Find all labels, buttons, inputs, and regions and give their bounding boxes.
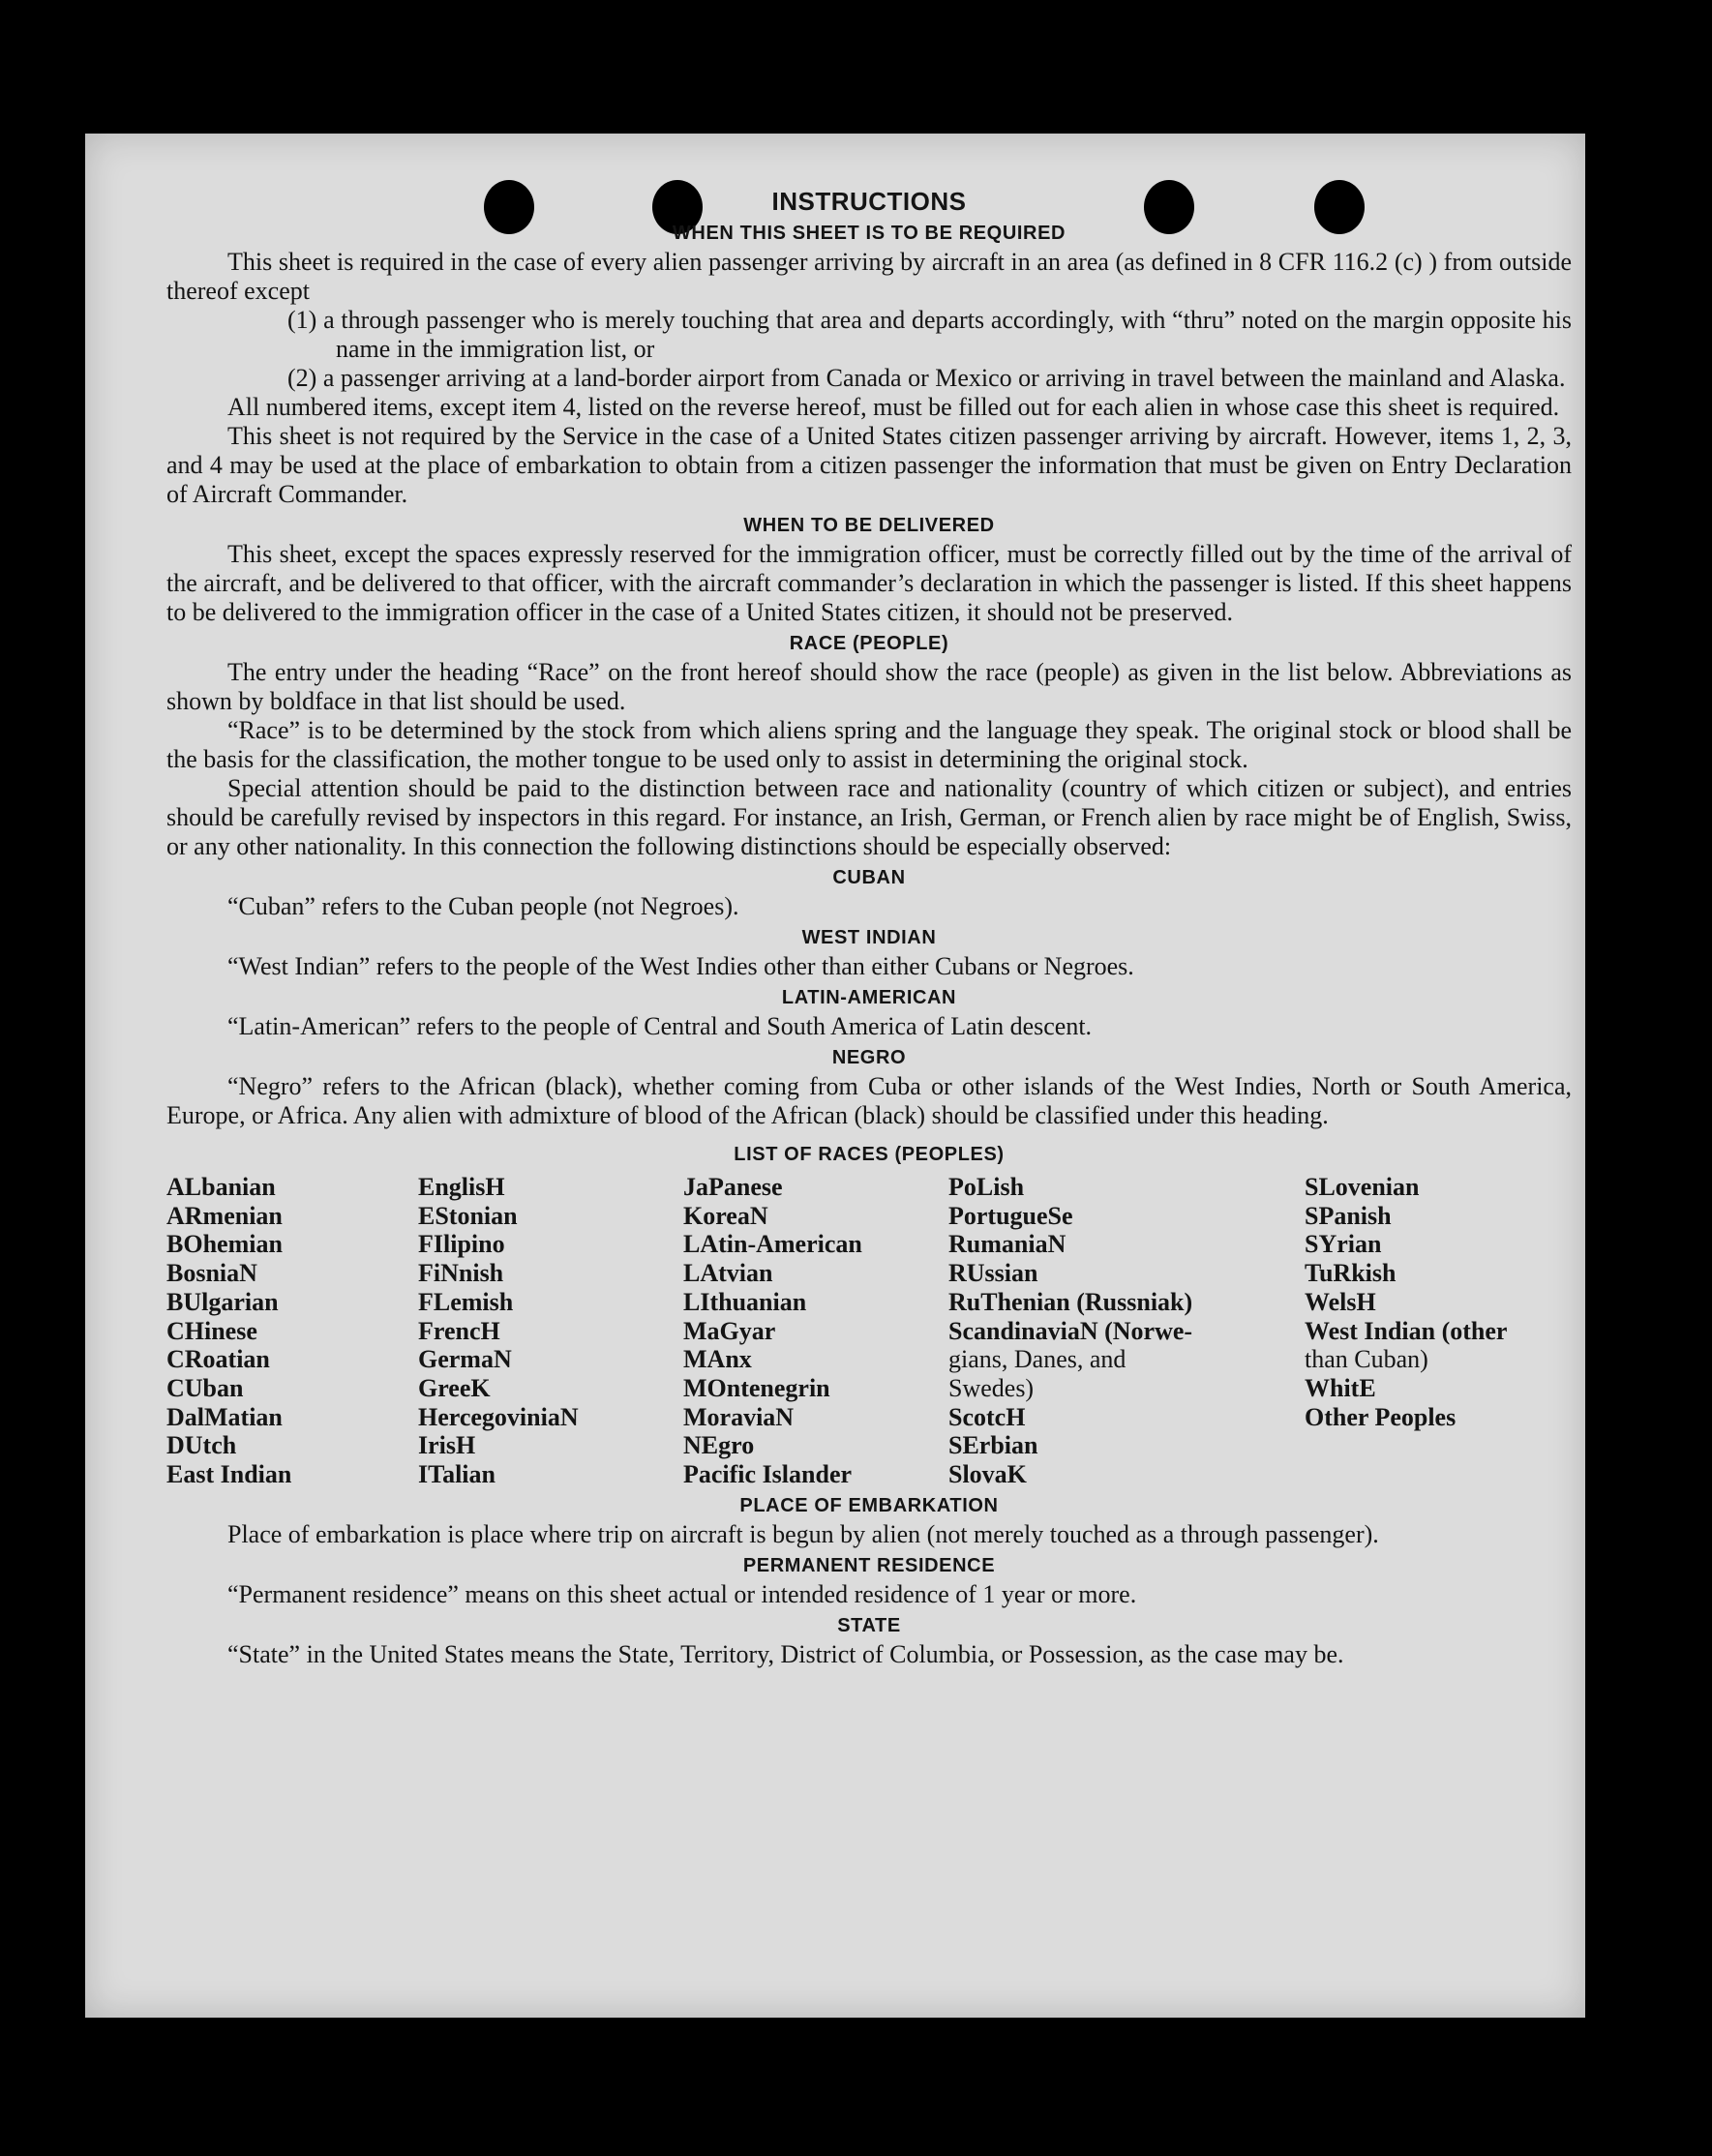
race-entry: East Indian [166, 1460, 292, 1489]
list-item: (2) a passenger arriving at a land-border airport from Canada or Mexico or arriving in travel between the mainland and Alaska. [287, 364, 1566, 392]
race-entry: Other Peoples [1305, 1402, 1457, 1431]
race-entry: MaGyar [683, 1316, 776, 1345]
race-entry: LAtin-American [683, 1230, 862, 1259]
race-entry: WhitE [1305, 1373, 1376, 1402]
race-entry: BOhemian [166, 1230, 283, 1259]
paragraph: “Latin-American” refers to the people of Central and South America of Latin descent. [227, 1012, 1093, 1040]
race-entry: ScandinaviaN (Norwe- [948, 1316, 1193, 1345]
race-entry: MoraviaN [683, 1402, 795, 1431]
section-heading-race: RACE (PEOPLE) [789, 633, 949, 654]
race-entry: CUban [166, 1373, 244, 1402]
race-entry: BosniaN [166, 1259, 257, 1288]
race-entry: than Cuban) [1305, 1345, 1428, 1374]
race-entry: NEgro [683, 1431, 755, 1460]
paragraph: The entry under the heading “Race” on the front hereof should show the race (people) as given in the list below. Abbreviations as shown by boldface in that list should be used. [166, 658, 1572, 715]
race-entry: BUlgarian [166, 1287, 279, 1316]
race-entry: RumaniaN [948, 1230, 1066, 1259]
race-entry: CHinese [166, 1316, 257, 1345]
race-entry: FLemish [418, 1287, 514, 1316]
race-entry: GermaN [418, 1345, 512, 1374]
document-sheet [85, 134, 1585, 2018]
race-entry: DalMatian [166, 1402, 283, 1431]
race-entry: Pacific Islander [683, 1460, 853, 1489]
section-heading-latin-american: LATIN-AMERICAN [781, 987, 957, 1008]
race-entry: WelsH [1305, 1287, 1376, 1316]
paragraph: This sheet is required in the case of every alien passenger arriving by aircraft in an area (as defined in 8 CFR 116.2 (c) ) from outside thereof except [166, 248, 1572, 305]
race-entry: IrisH [418, 1431, 476, 1460]
race-entry: SlovaK [948, 1460, 1027, 1489]
race-entry: Swedes) [948, 1373, 1035, 1402]
section-heading-list-of-races: LIST OF RACES (PEOPLES) [734, 1144, 1005, 1165]
race-column [418, 1173, 683, 1489]
race-entry: FIlipino [418, 1230, 505, 1259]
race-entry: FrencH [418, 1316, 500, 1345]
race-entry: TuRkish [1305, 1259, 1397, 1288]
race-entry: GreeK [418, 1373, 491, 1402]
race-entry: SYrian [1305, 1230, 1382, 1259]
race-entry: SErbian [948, 1431, 1038, 1460]
race-column [166, 1173, 418, 1489]
race-entry: ARmenian [166, 1201, 283, 1230]
paragraph: “Cuban” refers to the Cuban people (not Negroes). [227, 892, 739, 920]
race-entry: SPanish [1305, 1201, 1392, 1230]
race-column [683, 1173, 948, 1489]
page-title: INSTRUCTIONS [771, 187, 967, 216]
race-entry: LIthuanian [683, 1287, 807, 1316]
paragraph: “State” in the United States means the State, Territory, District of Columbia, or Possession, as the case may be. [227, 1639, 1344, 1668]
paragraph: This sheet, except the spaces expressly reserved for the immigration officer, must be correctly filled out by the time of the arrival of the aircraft, and be delivered to that officer, with the aircraft commander’s declaration in which the passenger is listed. If this sheet happens to be delivered to the immigration officer in the case of a United States citizen, it should not be preserved. [166, 540, 1572, 626]
race-entry: RUssian [948, 1259, 1038, 1288]
race-entry: ALbanian [166, 1173, 276, 1201]
section-heading-west-indian: WEST INDIAN [801, 927, 937, 948]
race-column [948, 1173, 1305, 1489]
race-entry: CRoatian [166, 1345, 270, 1374]
paragraph: This sheet is not required by the Service in the case of a United States citizen passenger arriving by aircraft. However, items 1, 2, 3, and 4 may be used at the place of embarkation to obtain from a citizen passenger the information that must be given on Entry Declaration of Aircraft Commander. [166, 422, 1572, 508]
race-entry: EnglisH [418, 1173, 505, 1201]
paragraph: “Permanent residence” means on this sheet actual or intended residence of 1 year or more. [227, 1579, 1137, 1608]
race-entry: HercegoviniaN [418, 1402, 579, 1431]
paragraph: “Negro” refers to the African (black), whether coming from Cuba or other islands of the West Indies, North or South America, Europe, or Africa. Any alien with admixture of blood of the African (black) should be classified under this heading. [166, 1072, 1572, 1129]
section-heading-negro: NEGRO [831, 1047, 907, 1068]
race-entry: PoLish [948, 1173, 1025, 1201]
race-entry: gians, Danes, and [948, 1345, 1126, 1374]
list-item: (1) a through passenger who is merely touching that area and departs accordingly, with “thru” noted on the margin opposite his name in the immigration list, or [287, 306, 1572, 363]
race-entry: PortugueSe [948, 1201, 1073, 1230]
race-entry: JaPanese [683, 1173, 783, 1201]
paragraph: “West Indian” refers to the people of the West Indies other than either Cubans or Negroes. [227, 952, 1134, 980]
race-column [1305, 1173, 1572, 1489]
section-heading-state: STATE [837, 1614, 901, 1636]
race-entry: RuThenian (Russniak) [948, 1287, 1193, 1316]
section-heading-when-required: WHEN THIS SHEET IS TO BE REQUIRED [672, 223, 1066, 244]
race-entry: ScotcH [948, 1402, 1026, 1431]
section-heading-embarkation: PLACE OF EMBARKATION [739, 1494, 999, 1516]
section-heading-cuban: CUBAN [832, 867, 906, 888]
race-entry: West Indian (other [1305, 1316, 1508, 1345]
paragraph: Special attention should be paid to the distinction between race and nationality (country of which citizen or subject), and entries should be carefully revised by inspectors in this regard. For instance, an Irish, German, or French alien by race might be of English, Swiss, or any other nationality. In this connection the following distinctions should be especially observed: [166, 774, 1572, 860]
race-list [166, 1173, 1572, 1489]
paragraph: All numbered items, except item 4, listed on the reverse hereof, must be filled out for each alien in whose case this sheet is required. [227, 393, 1560, 421]
race-entry: LAtvian [683, 1259, 773, 1288]
race-entry: MOntenegrin [683, 1373, 830, 1402]
paragraph: “Race” is to be determined by the stock from which aliens spring and the language they speak. The original stock or blood shall be the basis for the classification, the mother tongue to be used only to assist in determining the original stock. [166, 716, 1572, 773]
section-heading-when-delivered: WHEN TO BE DELIVERED [743, 515, 995, 536]
race-entry: ITalian [418, 1460, 496, 1489]
race-entry: DUtch [166, 1431, 237, 1460]
race-entry: EStonian [418, 1201, 518, 1230]
race-entry: SLovenian [1305, 1173, 1420, 1201]
instructions-content [166, 186, 1572, 1669]
race-entry: KoreaN [683, 1201, 768, 1230]
race-entry: MAnx [683, 1345, 752, 1374]
paragraph: Place of embarkation is place where trip on aircraft is begun by alien (not merely touched as a through passenger). [227, 1519, 1379, 1548]
section-heading-residence: PERMANENT RESIDENCE [742, 1554, 996, 1576]
race-entry: FiNnish [418, 1259, 504, 1288]
